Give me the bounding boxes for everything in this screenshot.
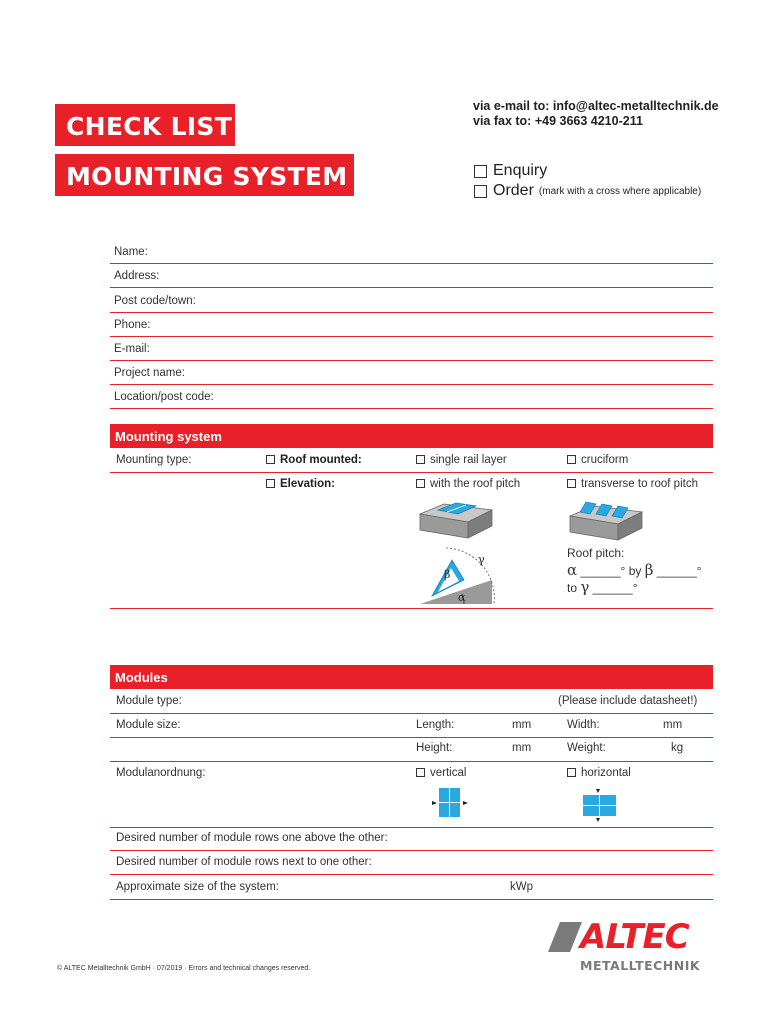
order-note: (mark with a cross where applicable) [538,185,702,197]
divider [110,713,713,714]
elevation-label: Elevation: [280,478,335,490]
datasheet-note: (Please include datasheet!) [558,695,698,707]
roof-mounted-option[interactable] [266,454,362,466]
altec-logo-sub: METALLTECHNIK [580,958,701,973]
elevation-checkbox[interactable] [266,479,275,488]
single-rail-label: single rail layer [430,454,507,466]
title-mounting-system: MOUNTING SYSTEM [55,154,354,196]
field-project-name[interactable]: Project name: [110,361,713,385]
cruciform-option[interactable] [567,454,628,466]
transverse-checkbox[interactable] [567,479,576,488]
roof-transverse-illustration [566,500,644,542]
divider [110,827,713,828]
cruciform-label: cruciform [581,454,629,466]
field-email[interactable]: E-mail: [110,337,713,361]
vertical-modules-icon [430,787,470,821]
system-size-unit: kWp [510,881,533,893]
module-size-label: Module size: [116,719,181,731]
divider [110,850,713,851]
alpha-symbol: α [458,591,466,604]
divider [110,737,713,738]
section-mounting-system: Mounting system [110,424,713,448]
divider [110,899,713,900]
with-pitch-option[interactable] [416,478,520,490]
with-pitch-checkbox[interactable] [416,479,425,488]
rows-next-label: Desired number of module rows next to one other: [116,856,372,868]
field-address[interactable]: Address: [110,264,713,288]
width-unit: mm [663,719,683,731]
field-name[interactable]: Name: [110,240,713,264]
footer-copyright: © ALTEC Metalltechnik GmbH · 07/2019 · Errors and technical changes reserved. [57,965,311,972]
single-rail-checkbox[interactable] [416,455,425,464]
vertical-label: vertical [430,767,467,779]
roof-pitch-label: Roof pitch: [567,546,625,560]
angle-diagram [416,546,496,608]
cruciform-checkbox[interactable] [567,455,576,464]
order-label: Order [493,182,534,199]
divider [110,472,713,473]
field-phone[interactable]: Phone: [110,313,713,337]
enquiry-option [474,162,547,180]
divider [110,608,713,609]
height-label: Height: [416,742,453,754]
roof-mounted-label: Roof mounted: [280,454,362,466]
system-size-label: Approximate size of the system: [116,881,279,893]
order-checkbox[interactable] [474,185,487,198]
roof-mounted-checkbox[interactable] [266,455,275,464]
field-location-post-code[interactable]: Location/post code: [110,385,713,409]
enquiry-label: Enquiry [493,162,548,179]
transverse-option[interactable] [567,478,698,490]
horizontal-label: horizontal [581,767,631,779]
single-rail-option[interactable] [416,454,507,466]
module-type-label: Module type: [116,695,182,707]
roof-pitch-gamma[interactable]: to γ ______° [567,578,638,596]
elevation-option[interactable] [266,478,335,490]
rows-above-label: Desired number of module rows one above the other: [116,832,388,844]
weight-label: Weight: [567,742,606,754]
length-label: Length: [416,719,455,731]
module-arrangement-label: Modulanordnung: [116,767,206,779]
field-post-code-town[interactable]: Post code/town: [110,289,713,313]
vertical-option[interactable] [416,767,466,779]
horizontal-checkbox[interactable] [567,768,576,777]
order-option [474,182,701,200]
width-label: Width: [567,719,600,731]
mounting-type-label: Mounting type: [116,454,192,466]
length-unit: mm [512,719,532,731]
altec-logo-mark [548,922,582,956]
divider [110,761,713,762]
transverse-label: transverse to roof pitch [581,478,698,490]
beta-symbol: β [444,568,451,581]
altec-logo-word: ALTEC [580,917,689,957]
title-check-list: CHECK LIST [55,104,235,146]
section-modules: Modules [110,665,713,689]
divider [110,874,713,875]
contact-email: via e-mail to: info@altec-metalltechnik.de [473,99,719,113]
weight-unit: kg [671,742,684,754]
horizontal-modules-icon [580,787,620,825]
with-pitch-label: with the roof pitch [430,478,521,490]
height-unit: mm [512,742,532,754]
contact-fax: via fax to: +49 3663 4210-211 [473,114,643,128]
horizontal-option[interactable] [567,767,631,779]
gamma-symbol: γ [478,553,485,566]
vertical-checkbox[interactable] [416,768,425,777]
enquiry-checkbox[interactable] [474,165,487,178]
roof-pitch-alpha-beta[interactable]: α ______° by β ______° [567,561,702,579]
roof-with-pitch-illustration [416,500,494,540]
